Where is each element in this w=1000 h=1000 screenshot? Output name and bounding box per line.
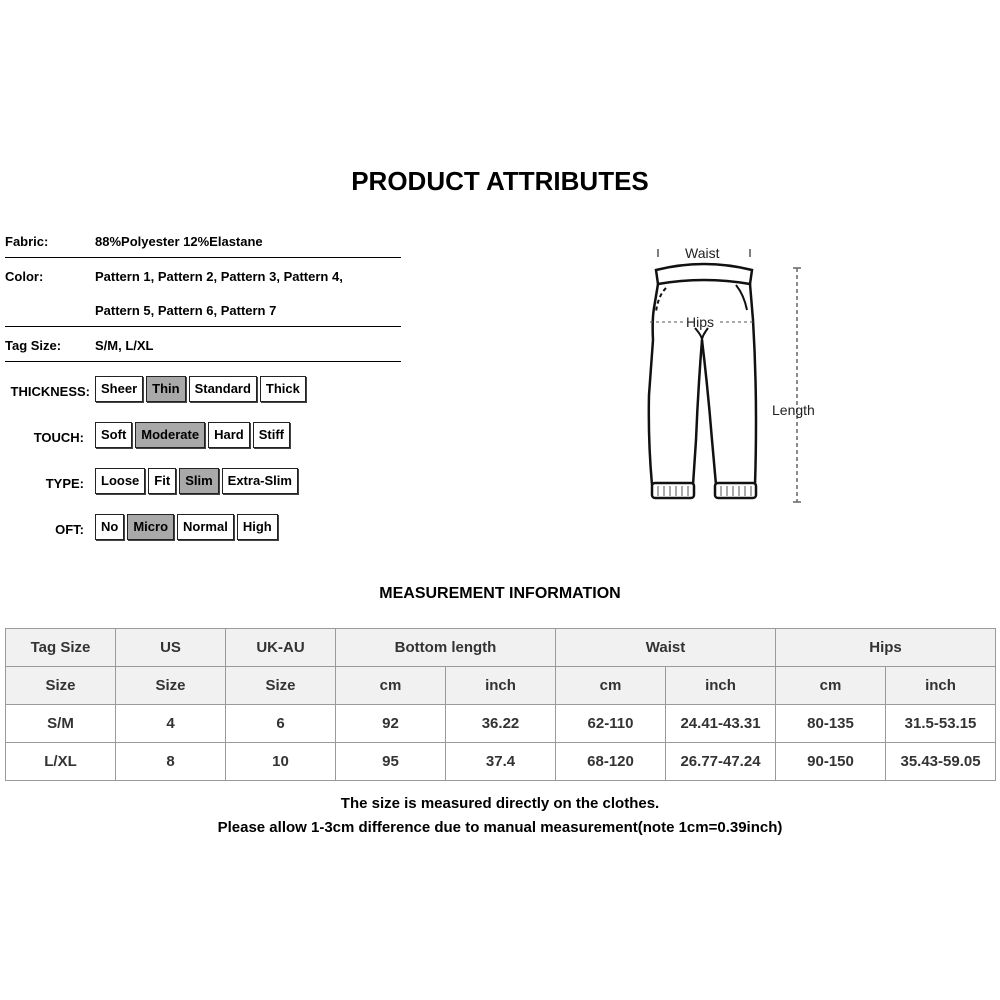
thickness-option-thick: Thick — [260, 376, 306, 402]
waistband-icon — [656, 264, 752, 284]
hips-label: Hips — [686, 314, 715, 330]
touch-options — [95, 422, 290, 448]
table-row — [6, 705, 996, 743]
table-cell: inch — [666, 667, 776, 705]
table-cell: inch — [446, 667, 556, 705]
table-cell: L/XL — [6, 743, 116, 781]
touch-option-stiff: Stiff — [253, 422, 290, 448]
header-waist: Waist — [556, 629, 776, 667]
divider — [5, 326, 401, 327]
table-header-row — [6, 629, 996, 667]
tag-size-label: Tag Size: — [5, 338, 62, 353]
thickness-option-thin: Thin — [146, 376, 185, 402]
table-cell: 90-150 — [776, 743, 886, 781]
header-us: US — [116, 629, 226, 667]
type-label: TYPE: — [45, 476, 84, 491]
oft-option-micro: Micro — [127, 514, 174, 540]
table-cell: 10 — [226, 743, 336, 781]
table-cell: 80-135 — [776, 705, 886, 743]
oft-options — [95, 514, 278, 540]
thickness-options — [95, 376, 306, 402]
type-option-extra-slim: Extra-Slim — [222, 468, 298, 494]
thickness-option-sheer: Sheer — [95, 376, 143, 402]
type-option-slim: Slim — [179, 468, 218, 494]
color-value-line2: Pattern 5, Pattern 6, Pattern 7 — [95, 303, 277, 318]
touch-option-moderate: Moderate — [135, 422, 205, 448]
oft-option-no: No — [95, 514, 124, 540]
thickness-option-standard: Standard — [189, 376, 257, 402]
pants-diagram — [640, 240, 840, 510]
note-line-1: The size is measured directly on the clothes. — [340, 795, 660, 812]
header-uk-au: UK-AU — [226, 629, 336, 667]
table-cell: 26.77-47.24 — [666, 743, 776, 781]
table-row — [6, 743, 996, 781]
thickness-label: THICKNESS: — [10, 384, 90, 399]
table-cell: 36.22 — [446, 705, 556, 743]
measurement-title: MEASUREMENT INFORMATION — [379, 585, 621, 602]
tag-size-value: S/M, L/XL — [95, 338, 154, 353]
table-cell: Size — [6, 667, 116, 705]
table-cell: 68-120 — [556, 743, 666, 781]
divider — [5, 257, 401, 258]
table-cell: 95 — [336, 743, 446, 781]
header-hips: Hips — [776, 629, 996, 667]
table-cell: 35.43-59.05 — [886, 743, 996, 781]
table-cell: cm — [776, 667, 886, 705]
length-label: Length — [772, 402, 815, 418]
color-value-line1: Pattern 1, Pattern 2, Pattern 3, Pattern 4, — [95, 269, 343, 284]
page-title: PRODUCT ATTRIBUTES — [351, 166, 649, 196]
table-cell: 8 — [116, 743, 226, 781]
table-subheader-row — [6, 667, 996, 705]
table-cell: inch — [886, 667, 996, 705]
oft-label: OFT: — [55, 522, 84, 537]
measurement-table — [5, 628, 996, 781]
table-cell: Size — [226, 667, 336, 705]
oft-option-normal: Normal — [177, 514, 234, 540]
fabric-value: 88%Polyester 12%Elastane — [95, 234, 263, 249]
type-option-fit: Fit — [148, 468, 176, 494]
header-tag-size: Tag Size — [6, 629, 116, 667]
table-cell: 6 — [226, 705, 336, 743]
table-cell: 24.41-43.31 — [666, 705, 776, 743]
color-label: Color: — [5, 269, 44, 284]
table-cell: 92 — [336, 705, 446, 743]
oft-option-high: High — [237, 514, 278, 540]
type-options — [95, 468, 298, 494]
note-line-2: Please allow 1-3cm difference due to manual measurement(note 1cm=0.39inch) — [217, 819, 783, 836]
touch-label: TOUCH: — [33, 430, 84, 445]
fabric-label: Fabric: — [5, 234, 49, 249]
header-bottom-length: Bottom length — [336, 629, 556, 667]
table-cell: cm — [556, 667, 666, 705]
table-cell: 31.5-53.15 — [886, 705, 996, 743]
divider — [5, 361, 401, 362]
type-option-loose: Loose — [95, 468, 145, 494]
table-cell: 62-110 — [556, 705, 666, 743]
waist-label: Waist — [685, 245, 720, 261]
touch-option-soft: Soft — [95, 422, 132, 448]
table-cell: cm — [336, 667, 446, 705]
touch-option-hard: Hard — [208, 422, 250, 448]
table-cell: 37.4 — [446, 743, 556, 781]
table-cell: Size — [116, 667, 226, 705]
table-cell: S/M — [6, 705, 116, 743]
table-cell: 4 — [116, 705, 226, 743]
